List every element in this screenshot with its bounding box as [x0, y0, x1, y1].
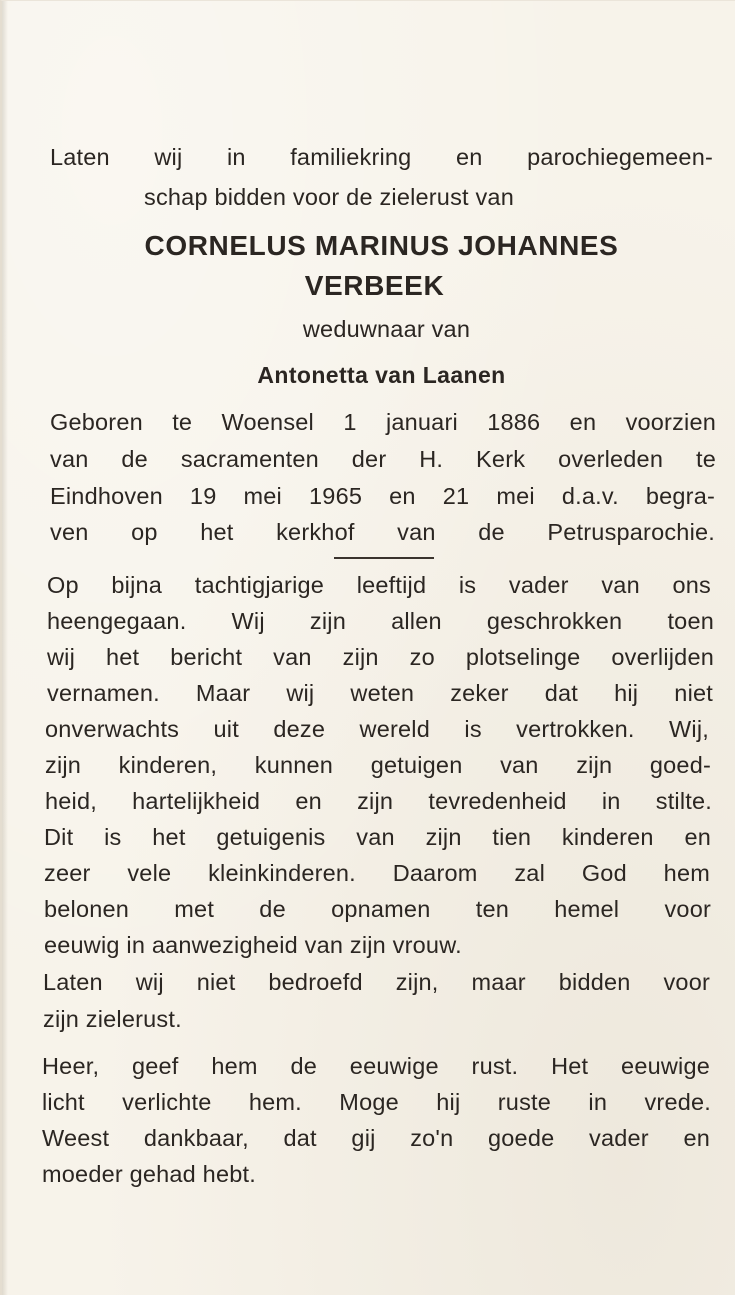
section-divider — [334, 557, 434, 559]
biography-line-1: Geboren te Woensel 1 januari 1886 en voorzien — [50, 409, 716, 435]
biography-line-3: Eindhoven 19 mei 1965 en 21 mei d.a.v. begra- — [50, 483, 715, 509]
relation-text: weduwnaar van — [302, 316, 471, 342]
eulogy-line-7: heid, hartelijkheid en zijn tevredenheid in stilte. — [45, 788, 712, 814]
eulogy-line-8: Dit is het getuigenis van zijn tien kinderen en — [44, 824, 711, 850]
intro-line-2: schap bidden voor de zielerust van — [144, 184, 514, 210]
eulogy-line-3: wij het bericht van zijn zo plotselinge overlijden — [47, 644, 714, 670]
card-edge-shadow — [2, 1, 8, 1295]
prayer-line-2: licht verlichte hem. Moge hij ruste in vrede. — [42, 1089, 711, 1115]
eulogy-line-4: vernamen. Maar wij weten zeker dat hij niet — [47, 680, 713, 706]
prayer-line-1: Heer, geef hem de eeuwige rust. Het eeuwige — [42, 1053, 710, 1079]
biography-line-2: van de sacramenten der H. Kerk overleden te — [50, 446, 716, 472]
eulogy-line-6: zijn kinderen, kunnen getuigen van zijn goed- — [45, 752, 711, 778]
prayer-line-3: Weest dankbaar, dat gij zo'n goede vader en — [42, 1125, 710, 1151]
closing-line-2: zijn zielerust. — [43, 1006, 182, 1032]
deceased-name-line-2: VERBEEK — [304, 270, 445, 301]
eulogy-line-10: belonen met de opnamen ten hemel voor — [44, 896, 711, 922]
closing-line-1: Laten wij niet bedroefd zijn, maar bidden voor — [43, 969, 710, 995]
eulogy-line-9: zeer vele kleinkinderen. Daarom zal God hem — [44, 860, 710, 886]
eulogy-line-2: heengegaan. Wij zijn allen geschrokken toen — [47, 608, 714, 634]
spouse-name: Antonetta van Laanen — [257, 362, 506, 388]
eulogy-line-5: onverwachts uit deze wereld is vertrokken. Wij, — [45, 716, 709, 742]
intro-line-1: Laten wij in familiekring en parochiegemeen- — [50, 144, 713, 170]
eulogy-line-11: eeuwig in aanwezigheid van zijn vrouw. — [44, 932, 462, 958]
eulogy-line-1: Op bijna tachtigjarige leeftijd is vader van ons — [47, 572, 711, 598]
prayer-line-4: moeder gehad hebt. — [42, 1161, 256, 1187]
deceased-name-line-1: CORNELUS MARINUS JOHANNES — [144, 230, 619, 261]
biography-line-4: ven op het kerkhof van de Petrusparochie. — [50, 519, 715, 545]
